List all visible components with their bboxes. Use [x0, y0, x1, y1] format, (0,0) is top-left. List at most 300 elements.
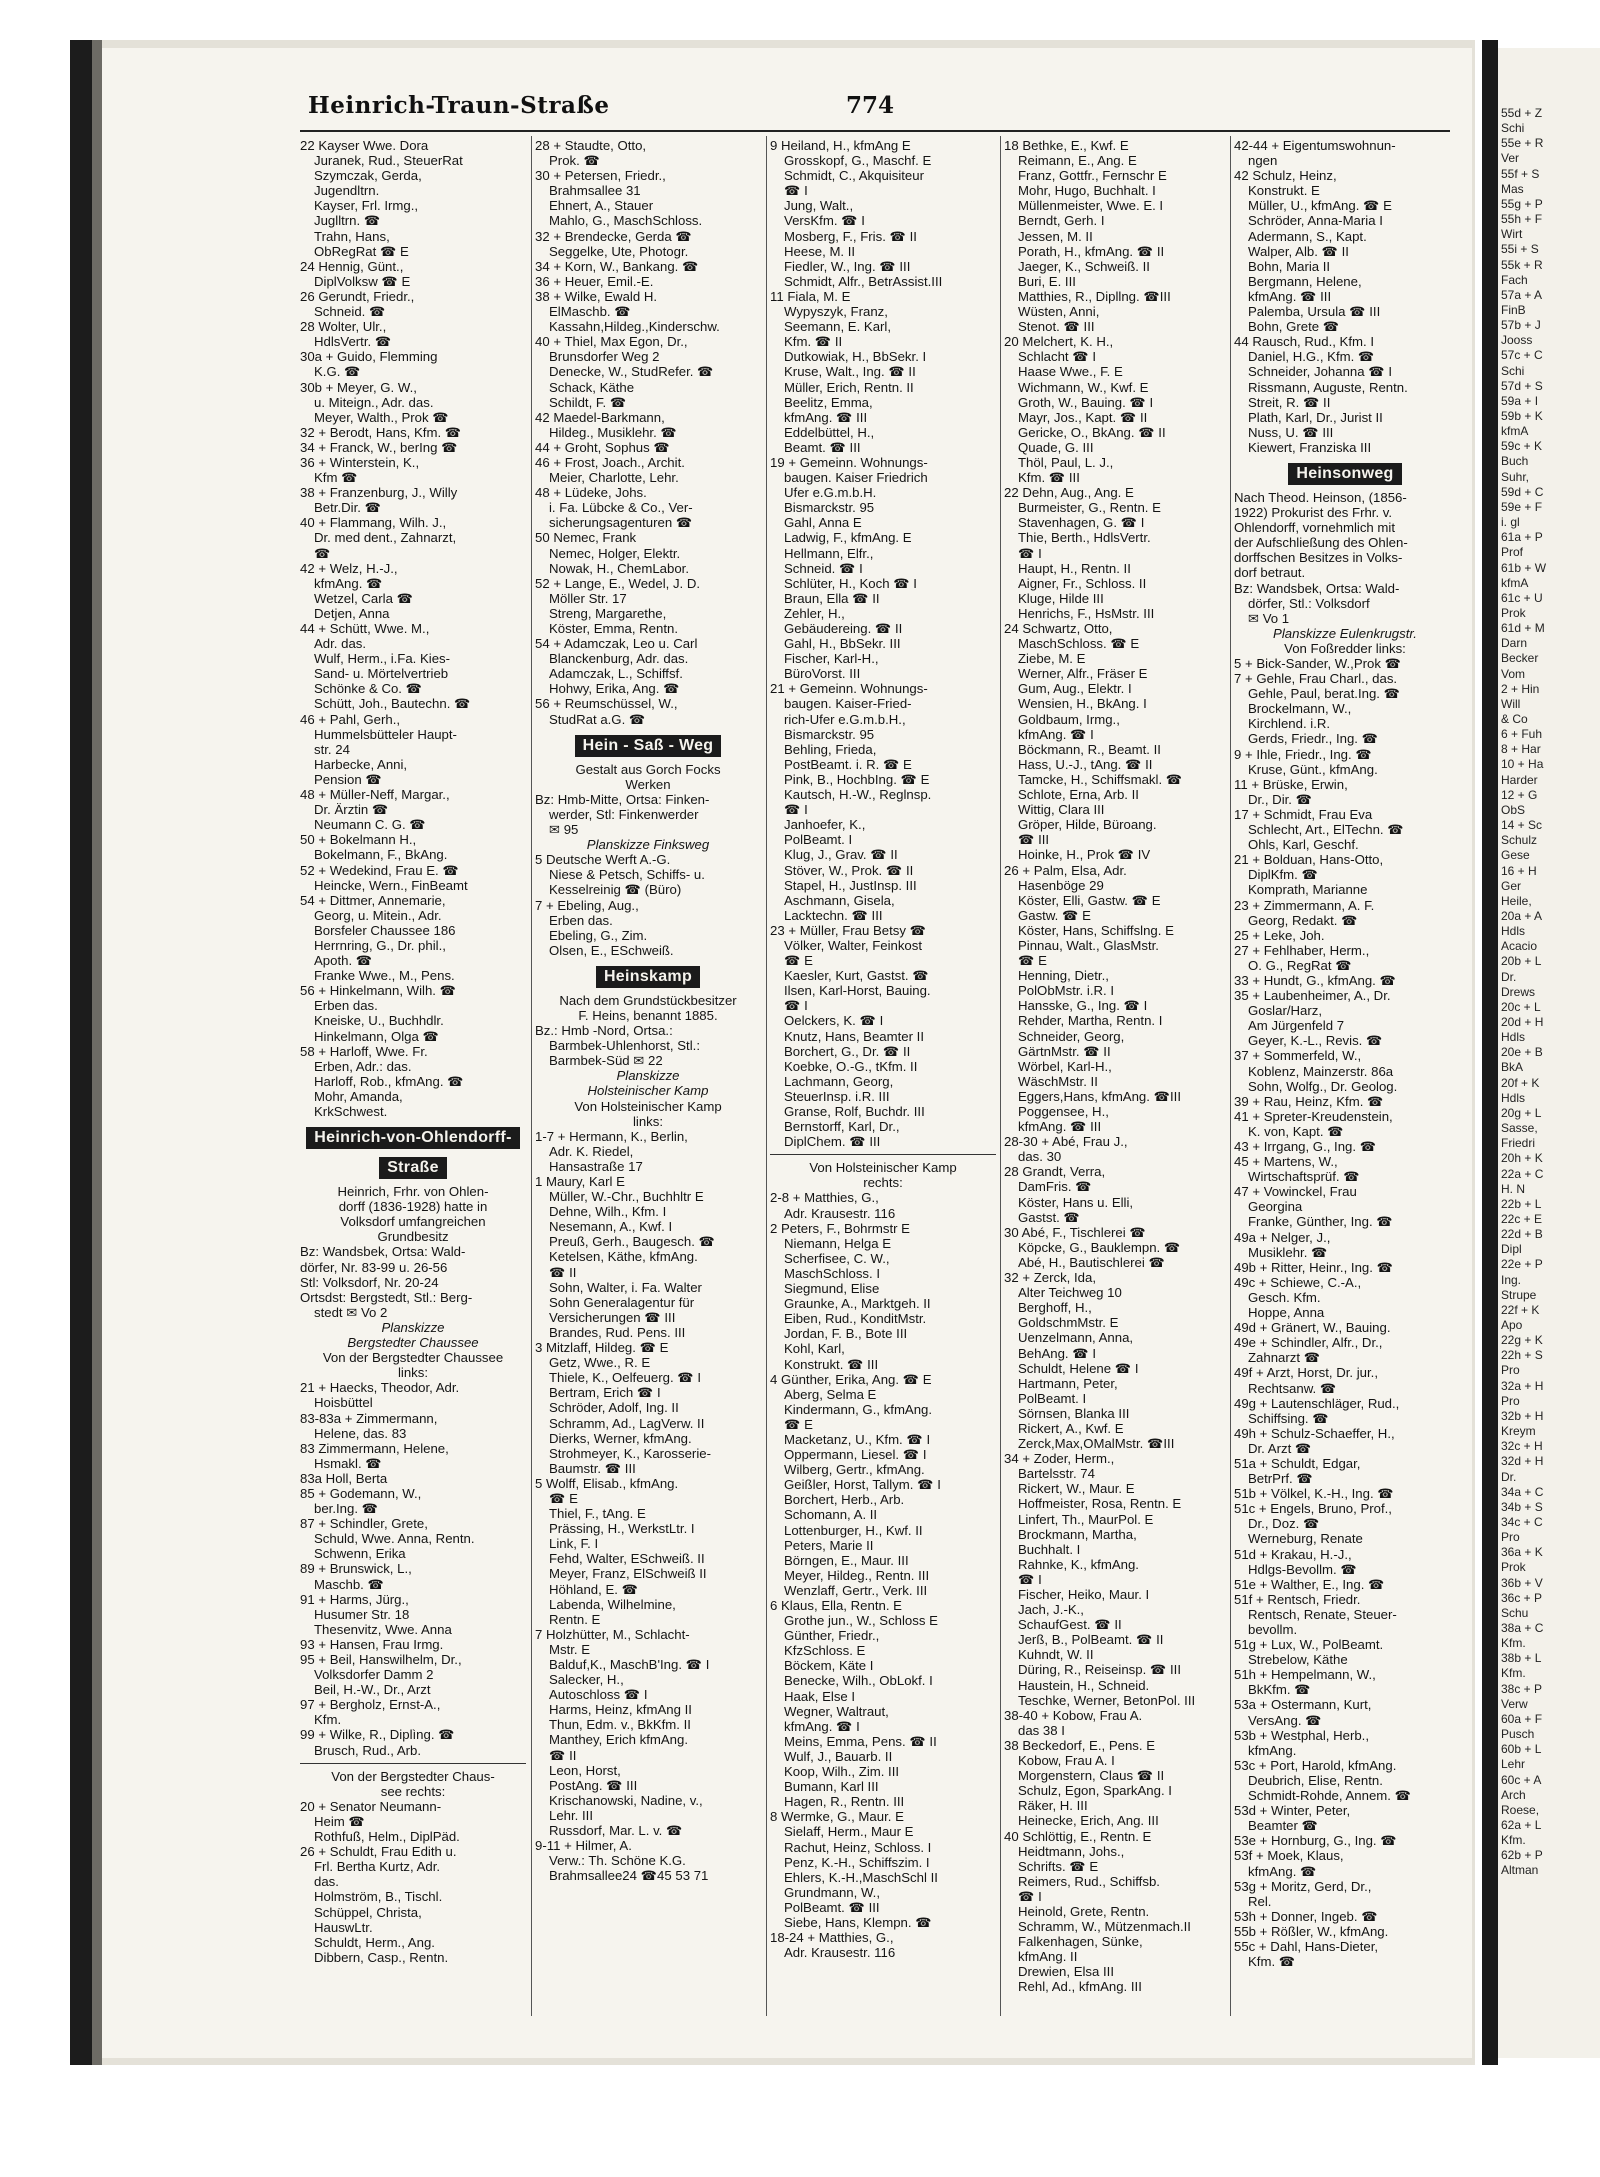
house-entry: 28 + Staudte, Otto, [535, 138, 647, 153]
house-entry: 51g + Lux, W., PolBeamt. [1234, 1637, 1384, 1653]
resident-entry: DiplChem. ☎ III [784, 1134, 881, 1150]
facing-page-fragment: 8 + Har [1501, 742, 1541, 757]
resident-entry: Beil, H.-W., Dr., Arzt [314, 1682, 431, 1698]
resident-entry: Oelckers, K. ☎ I [784, 1013, 884, 1029]
resident-entry: Schneider, Johanna ☎ I [1248, 364, 1392, 380]
resident-entry: ElMaschb. ☎ [549, 304, 631, 320]
resident-entry: Bismarckstr. 95 [784, 726, 875, 742]
resident-entry: ber.Ing. ☎ [314, 1501, 379, 1517]
facing-page-fragment: 22g + K [1501, 1333, 1543, 1348]
house-entry: 95 + Beil, Hanswilhelm, Dr., [300, 1652, 462, 1667]
house-entry: 20 Melchert, K. H., [1004, 334, 1114, 350]
house-entry: 21 + Bolduan, Hans-Otto, [1234, 852, 1384, 868]
resident-entry: Burmeister, G., Rentn. E [1018, 500, 1161, 516]
facing-page-fragment: Prof [1501, 545, 1524, 560]
resident-entry: Frl. Bertha Kurtz, Adr. [314, 1859, 441, 1875]
resident-entry: Schack, Käthe [549, 379, 635, 395]
resident-entry: Ebeling, G., Zim. [549, 927, 648, 943]
resident-entry: Bohn, Grete ☎ [1248, 319, 1340, 335]
facing-page-fragment: kfmA [1501, 575, 1529, 590]
house-entry: 34 + Korn, W., Bankang. ☎ [535, 258, 699, 274]
column-divider [531, 136, 532, 2016]
facing-page-fragment: Lehr [1501, 1757, 1526, 1772]
resident-entry: PostBeamt. i. R. ☎ E [784, 756, 912, 772]
resident-entry: kfmAng. ☎ III [784, 409, 868, 425]
resident-entry: Werner, Alfr., Fräser E [1018, 666, 1148, 682]
resident-entry: Kayser, Frl. Irmg., [314, 198, 419, 214]
facing-page-fragment: Pro [1501, 1530, 1520, 1545]
resident-entry: Franke Wwe., M., Pens. [314, 968, 455, 984]
house-entry: 1-7 + Hermann, K., Berlin, [535, 1128, 688, 1144]
house-entry: 35 + Laubenheimer, A., Dr. [1234, 988, 1391, 1004]
page-number: 774 [846, 92, 895, 119]
resident-entry: Rehl, Ad., kfmAng. III [1018, 1979, 1142, 1995]
facing-page-fragment: Harder [1501, 772, 1538, 787]
resident-entry: Gerds, Friedr., Ing. ☎ [1248, 731, 1379, 747]
house-entry: 53c + Port, Harold, kfmAng. [1234, 1757, 1397, 1773]
resident-entry: Hoisbüttel [314, 1395, 373, 1411]
resident-entry: Tamcke, H., Schiffsmakl. ☎ [1018, 771, 1183, 787]
section-note: links: [632, 1113, 664, 1129]
resident-entry: Zahnarzt ☎ [1248, 1350, 1321, 1366]
section-note: links: [397, 1365, 429, 1381]
resident-entry: Pension ☎ [314, 771, 382, 787]
resident-entry: Gum, Aug., Elektr. I [1018, 681, 1132, 697]
resident-entry: Schneid. ☎ I [784, 560, 863, 576]
house-entry: 42 Schulz, Heinz, [1234, 168, 1337, 184]
resident-entry: ☎ III [1018, 832, 1050, 848]
house-entry: 5 + Bick-Sander, W.,Prok ☎ [1234, 656, 1402, 671]
resident-entry: Denecke, W., StudRefer. ☎ [549, 364, 714, 380]
house-entry: Nach Theod. Heinson, (1856- [1234, 489, 1407, 505]
house-entry: 6 Klaus, Ella, Rentn. E [770, 1598, 902, 1613]
resident-entry: Hohwy, Erika, Ang. ☎ [549, 681, 680, 697]
resident-entry: ☎ I [1018, 1888, 1042, 1904]
resident-entry: Schönke & Co. ☎ [314, 681, 423, 697]
resident-entry: Borchert, G., Dr. ☎ II [784, 1043, 911, 1059]
facing-page-fragment: Kfm. [1501, 1833, 1526, 1848]
resident-entry: Buchhalt. I [1018, 1541, 1081, 1557]
resident-entry: Köster, Emma, Rentn. [549, 621, 678, 636]
resident-entry: K. von, Kapt. ☎ [1248, 1123, 1344, 1139]
resident-entry: dörfer, Stl.: Volksdorf [1248, 595, 1370, 611]
house-entry: 43 + Irrgang, G., Ing. ☎ [1234, 1139, 1377, 1154]
resident-entry: Schlüter, H., Koch ☎ I [784, 575, 917, 591]
facing-page-fragment: 55i + S [1501, 242, 1539, 257]
resident-entry: Niemann, Helga E [784, 1235, 892, 1251]
resident-entry: SteuerInsp. i.R. III [784, 1088, 890, 1104]
resident-entry: Alter Teichweg 10 [1018, 1285, 1122, 1301]
resident-entry: Rickert, W., Maur. E [1018, 1481, 1135, 1497]
house-entry: 53a + Ostermann, Kurt, [1234, 1697, 1372, 1713]
facing-page-fragment: Mas [1501, 181, 1524, 196]
resident-entry: Borsfeler Chaussee 186 [314, 922, 456, 938]
facing-page-fragment: 55f + S [1501, 166, 1540, 181]
house-entry: 42-44 + Eigentumswohnun- [1234, 138, 1396, 153]
resident-entry: Nowak, H., ChemLabor. [549, 560, 689, 576]
section-note: Von Holsteinischer Kamp [574, 1098, 722, 1114]
house-entry: 44 + Schütt, Wwe. M., [300, 621, 430, 636]
resident-entry: Schildt, F. ☎ [549, 394, 627, 410]
resident-entry: Kneiske, U., Buchhdlr. [314, 1013, 444, 1029]
facing-page-fragment: Altman [1501, 1863, 1539, 1878]
resident-entry: Hansastraße 17 [549, 1158, 643, 1174]
house-entry: 28 Grandt, Verra, [1004, 1164, 1106, 1180]
resident-entry: Thesenvitz, Wwe. Anna [314, 1621, 452, 1637]
house-entry: 45 + Martens, W., [1234, 1154, 1338, 1170]
resident-entry: Dr. med dent., Zahnarzt, [314, 530, 457, 546]
house-entry: 21 + Gemeinn. Wohnungs- [770, 681, 928, 697]
facing-page-fragment: 36a + K [1501, 1545, 1543, 1560]
house-entry: 20 + Senator Neumann- [300, 1798, 442, 1814]
resident-entry: bevollm. [1248, 1622, 1298, 1637]
house-entry: 53b + Westphal, Herb., [1234, 1727, 1370, 1743]
house-entry: der Aufschließung des Ohlen- [1234, 535, 1408, 551]
house-entry: 83a Holl, Berta [300, 1470, 388, 1486]
house-entry: 38 + Franzenburg, J., Willy [300, 485, 458, 501]
facing-page-fragment: 55k + R [1501, 257, 1543, 272]
resident-entry: ✉ Vo 1 [1248, 610, 1290, 626]
resident-entry: Holmström, B., Tischl. [314, 1889, 443, 1905]
resident-entry: Herrnring, G., Dr. phil., [314, 937, 446, 953]
resident-entry: Kiewert, Franziska III [1248, 439, 1372, 455]
resident-entry: Walper, Alb. ☎ II [1248, 243, 1349, 259]
resident-entry: Buri, E. III [1018, 273, 1076, 289]
house-entry: 51c + Engels, Bruno, Prof., [1234, 1501, 1392, 1517]
facing-page-fragment: 59b + K [1501, 409, 1543, 423]
resident-entry: Stavenhagen, G. ☎ I [1018, 515, 1145, 531]
resident-entry: Bertram, Erich ☎ I [549, 1385, 661, 1401]
resident-entry: Koblenz, Mainzerstr. 86a [1248, 1063, 1394, 1079]
facing-page-fragment: 20c + L [1501, 999, 1541, 1014]
facing-page-fragment: Drews [1501, 984, 1536, 999]
house-entry: 1 Maury, Karl E [535, 1174, 625, 1189]
resident-entry: Falkenhagen, Sünke, [1018, 1934, 1143, 1950]
resident-entry: Ohls, Karl, Geschf. [1248, 837, 1359, 853]
resident-entry: Nesemann, A., Kwf. I [549, 1219, 673, 1235]
resident-entry: Thiel, F., tAng. E [549, 1506, 646, 1522]
resident-entry: Olsen, E., ESchweiß. [549, 942, 674, 958]
facing-page-fragment: 57d + S [1501, 378, 1543, 393]
resident-entry: Koop, Wilh., Zim. III [784, 1764, 900, 1780]
resident-entry: Getz, Wwe., R. E [549, 1355, 651, 1371]
directory-column-5 [1234, 138, 1456, 2018]
facing-page-fragment: & Co [1501, 712, 1528, 726]
resident-entry: Heim ☎ [314, 1813, 365, 1829]
resident-entry: Thiele, K., Oelfeuerg. ☎ I [549, 1370, 702, 1386]
house-entry: Bz: Wandsbek, Ortsa: Wald- [300, 1244, 466, 1260]
resident-entry: Ziebe, M. E [1018, 651, 1086, 667]
facing-page-fragment: 55h + F [1501, 212, 1543, 227]
section-note: Werken [625, 776, 671, 792]
resident-entry: Heinecke, Erich, Ang. III [1018, 1813, 1159, 1829]
house-entry: 18 Bethke, E., Kwf. E [1004, 138, 1129, 153]
resident-entry: Wypyszyk, Franz, [784, 304, 888, 320]
resident-entry: Wensien, H., BkAng. I [1018, 696, 1147, 712]
resident-entry: Kluge, Hilde III [1018, 590, 1104, 606]
resident-entry: Drewien, Elsa III [1018, 1964, 1115, 1980]
facing-page-fragment: Schu [1501, 1605, 1529, 1620]
resident-entry: Mahlo, G., MaschSchloss. [549, 213, 703, 229]
resident-entry: Trahn, Hans, [314, 228, 390, 244]
house-entry: 46 + Frost, Joach., Archit. [535, 454, 685, 470]
house-entry: 49a + Nelger, J., [1234, 1229, 1331, 1245]
facing-page-fragment: Roese, [1501, 1802, 1540, 1817]
house-entry: 34 + Franck, W., berIng ☎ [300, 439, 458, 455]
resident-entry: Hoppe, Anna [1248, 1305, 1325, 1321]
house-entry: 22 Dehn, Aug., Ang. E [1004, 485, 1134, 501]
resident-entry: Brahmsallee24 ☎45 53 71 [549, 1868, 709, 1884]
resident-entry: Versicherungen ☎ III [549, 1309, 676, 1325]
resident-entry: Höhland, E. ☎ [549, 1581, 639, 1597]
house-entry: 53f + Moek, Klaus, [1234, 1848, 1344, 1864]
facing-page-fragment: Kreym [1501, 1424, 1536, 1439]
facing-page-fragment: 38c + P [1501, 1681, 1543, 1696]
house-entry: 30a + Guido, Flemming [300, 349, 438, 365]
street-heading [300, 1127, 526, 1149]
house-entry: 50 Nemec, Frank [535, 530, 637, 546]
resident-entry: Janhoefer, K., [784, 817, 866, 833]
resident-entry: Ladwig, F., kfmAng. E [784, 530, 912, 546]
resident-entry: Heinold, Grete, Rentn. [1018, 1903, 1150, 1919]
resident-entry: Dr. Arzt ☎ [1248, 1440, 1312, 1456]
facing-page-fragment: 61d + M [1501, 621, 1545, 636]
resident-entry: Klug, J., Grav. ☎ II [784, 847, 898, 863]
facing-page-fragment: 10 + Ha [1501, 757, 1544, 772]
house-entry: 24 Hennig, Günt., [300, 258, 404, 274]
resident-entry: Pink, B., HochbIng. ☎ E [784, 771, 930, 787]
resident-entry: Lottenburger, H., Kwf. II [784, 1522, 923, 1538]
resident-entry: Barmbek-Uhlenhorst, Stl.: [549, 1038, 700, 1054]
resident-entry: Adermann, S., Kapt. [1248, 228, 1367, 244]
resident-entry: Wenzlaff, Gertr., Verk. III [784, 1582, 928, 1598]
house-entry: 48 + Müller-Neff, Margar., [300, 787, 450, 803]
resident-entry: Bokelmann, F., BkAng. [314, 847, 448, 863]
resident-entry: Köster, Hans u. Elli, [1018, 1194, 1134, 1210]
resident-entry: Schomann, A. II [784, 1507, 878, 1523]
resident-entry: Kfm ☎ [314, 470, 358, 486]
facing-page-fragment: Hdls [1501, 1090, 1526, 1105]
house-entry: 49h + Schulz-Schaeffer, H., [1234, 1425, 1395, 1441]
directory-column-2 [535, 138, 761, 2018]
resident-entry: Müller, W.-Chr., Buchhltr E [549, 1189, 704, 1205]
resident-entry: Berghoff, H., [1018, 1300, 1092, 1316]
resident-entry: Penz, K.-H., Schiffszim. I [784, 1854, 930, 1870]
resident-entry: Schwenn, Erika [314, 1546, 406, 1562]
resident-entry: Kfm. [314, 1712, 342, 1728]
house-entry: 49g + Lautenschläger, Rud., [1234, 1395, 1400, 1411]
facing-page-fragment: BkA [1501, 1060, 1524, 1075]
resident-entry: rich-Ufer e.G.m.b.H., [784, 711, 906, 727]
resident-entry: Gericke, O., BkAng. ☎ II [1018, 424, 1166, 440]
facing-page-fragment: 32a + H [1501, 1378, 1544, 1393]
resident-entry: Goldbaum, Irmg., [1018, 711, 1120, 727]
house-entry: 49f + Arzt, Horst, Dr. jur., [1234, 1365, 1379, 1381]
resident-entry: PostAng. ☎ III [549, 1777, 638, 1793]
planskizze-note: Holsteinischer Kamp [587, 1083, 709, 1099]
facing-page-fragment: Darn [1501, 636, 1528, 651]
resident-entry: Fehd, Walter, ESchweiß. II [549, 1551, 705, 1567]
resident-entry: Morgenstern, Claus ☎ II [1018, 1768, 1165, 1784]
resident-entry: Kohl, Karl, [784, 1341, 845, 1357]
resident-entry: Sohn, Walter, i. Fa. Walter [549, 1279, 702, 1295]
resident-entry: Hoinke, H., Prok ☎ IV [1018, 847, 1151, 863]
resident-entry: Kfm. ☎ II [784, 334, 843, 350]
house-entry: 93 + Hansen, Frau Irmg. [300, 1636, 444, 1652]
resident-entry: Wulf, J., Bauarb. II [784, 1748, 893, 1764]
section-rule [770, 1154, 996, 1155]
resident-entry: O. G., RegRat ☎ [1248, 957, 1352, 973]
resident-entry: Henning, Dietr., [1018, 968, 1109, 984]
facing-page-fragment: 60a + F [1501, 1711, 1543, 1726]
resident-entry: Aigner, Fr., Schloss. II [1018, 575, 1147, 591]
resident-entry: Husumer Str. 18 [314, 1606, 410, 1622]
house-entry: 51e + Walther, E., Ing. ☎ [1234, 1576, 1385, 1592]
resident-entry: Schröder, Anna-Maria I [1248, 213, 1383, 229]
facing-page-fragment: Hdls [1501, 1030, 1526, 1045]
resident-entry: Dutkowiak, H., BbSekr. I [784, 349, 927, 365]
planskizze-note: Planskizze [381, 1319, 445, 1335]
resident-entry: Manthey, Erich kfmAng. [549, 1732, 689, 1748]
resident-entry: Heidtmann, Johs., [1018, 1843, 1125, 1859]
resident-entry: Bergmann, Helene, [1248, 273, 1362, 289]
resident-entry: Siegmund, Elise [784, 1281, 880, 1297]
resident-entry: MaschSchloss. I [784, 1265, 881, 1281]
resident-entry: ☎ I [784, 998, 808, 1014]
resident-entry: Nuss, U. ☎ III [1248, 424, 1334, 440]
facing-page-fragment: 20g + L [1501, 1105, 1542, 1120]
resident-entry: Hdlgs-Bevollm. ☎ [1248, 1561, 1357, 1577]
resident-entry: Georg, u. Mitein., Adr. [314, 907, 442, 923]
house-entry: 32 + Brendecke, Gerda ☎ [535, 228, 692, 244]
house-entry: 7 + Gehle, Frau Charl., das. [1234, 671, 1398, 687]
resident-entry: HauswLtr. [314, 1919, 373, 1935]
resident-entry: Volksdorfer Damm 2 [314, 1667, 434, 1683]
resident-entry: Haase Wwe., F. E [1018, 364, 1123, 380]
facing-page-fragment: 36c + P [1501, 1590, 1543, 1605]
house-entry: Bz.: Hmb -Nord, Ortsa.: [535, 1023, 673, 1039]
facing-page-fragment: 62a + L [1501, 1817, 1542, 1832]
resident-entry: Jugendltrn. [314, 183, 380, 199]
directory-column-4 [1004, 138, 1226, 2018]
facing-page-fragment: Arch [1501, 1787, 1526, 1802]
house-entry: 23 + Zimmermann, A. F. [1234, 897, 1375, 913]
resident-entry: Schmidt-Rohde, Annem. ☎ [1248, 1788, 1412, 1804]
facing-page-fragment: 20f + K [1501, 1075, 1540, 1090]
house-entry: 36 + Winterstein, K., [300, 454, 420, 470]
resident-entry: Poggensee, H., [1018, 1104, 1109, 1119]
resident-entry: Betr.Dir. ☎ [314, 500, 381, 516]
resident-entry: Juranek, Rud., SteuerRat [314, 153, 463, 169]
resident-entry: Brunsdorfer Weg 2 [549, 349, 660, 365]
resident-entry: Hummelsbütteler Haupt- [314, 726, 457, 742]
facing-page-fragment: kfmA [1501, 424, 1529, 439]
resident-entry: Kobow, Frau A. I [1018, 1753, 1115, 1769]
resident-entry: Wulf, Herm., i.Fa. Kies- [314, 651, 451, 667]
resident-entry: Schneid. ☎ [314, 304, 386, 320]
street-heading-label: Heinrich-von-Ohlendorff- [306, 1127, 519, 1149]
resident-entry: Matthies, R., Dipllng. ☎III [1018, 288, 1171, 304]
resident-entry: ☎ [314, 545, 331, 561]
resident-entry: Haak, Else I [784, 1688, 856, 1704]
street-heading-label: Heinsonweg [1288, 463, 1401, 485]
column-divider [1000, 136, 1001, 2016]
resident-entry: Köpcke, G., Bauklempn. ☎ [1018, 1239, 1181, 1255]
facing-page-fragment: Dr. [1501, 1469, 1517, 1484]
resident-entry: Ilsen, Karl-Horst, Bauing. [784, 983, 931, 999]
facing-page-fragment: Prok [1501, 1560, 1526, 1575]
resident-entry: Rachut, Heinz, Schloss. I [784, 1839, 932, 1855]
section-note: F. Heins, benannt 1885. [578, 1007, 718, 1023]
resident-entry: Wörbel, Karl-H., [1018, 1058, 1112, 1074]
resident-entry: Georgina [1248, 1199, 1303, 1215]
house-entry: dorf betraut. [1234, 565, 1306, 581]
facing-page-fragment: Hdls [1501, 924, 1526, 939]
planskizze-note: Planskizze Eulenkrugstr. [1273, 625, 1417, 641]
resident-entry: DiplKfm. ☎ [1248, 867, 1318, 883]
resident-entry: Hasenböge 29 [1018, 877, 1104, 893]
house-entry: Bz: Hmb-Mitte, Ortsa: Finken- [535, 791, 710, 807]
facing-page-fragment: 55g + P [1501, 196, 1543, 211]
resident-entry: Detjen, Anna [314, 605, 390, 621]
resident-entry: Eddelbüttel, H., [784, 424, 875, 440]
resident-entry: Meyer, Hildeg., Rentn. III [784, 1567, 930, 1583]
resident-entry: Prok. ☎ [549, 153, 600, 169]
facing-page-fragment: 22d + B [1501, 1227, 1543, 1242]
resident-entry: Musiklehr. ☎ [1248, 1244, 1328, 1260]
resident-entry: Braun, Ella ☎ II [784, 590, 880, 606]
resident-entry: Adr. das. [314, 636, 367, 652]
resident-entry: Rel. [1248, 1893, 1272, 1909]
resident-entry: Kfm. ☎ III [1018, 470, 1080, 486]
resident-entry: Kfm. ☎ [1248, 1954, 1296, 1970]
house-entry: 38 + Wilke, Ewald H. [535, 288, 658, 304]
facing-page-fragment: Sasse, [1501, 1121, 1538, 1136]
resident-entry: Thie, Berth., HdlsVertr. [1018, 530, 1151, 546]
resident-entry: Seggelke, Ute, Photogr. [549, 243, 689, 259]
house-entry: 89 + Brunswick, L., [300, 1561, 412, 1577]
resident-entry: Macketanz, U., Kfm. ☎ I [784, 1431, 931, 1447]
house-entry: 9 + Ihle, Friedr., Ing. ☎ [1234, 746, 1372, 762]
house-entry: 39 + Rau, Heinz, Kfm. ☎ [1234, 1093, 1384, 1109]
facing-page-fragment: Schi [1501, 363, 1525, 378]
resident-entry: ☎ I [784, 802, 808, 818]
resident-entry: BüroVorst. III [784, 666, 861, 682]
resident-entry: kfmAng. ☎ I [784, 1718, 860, 1734]
resident-entry: Schlote, Erna, Arb. II [1018, 787, 1139, 803]
section-note: Nach dem Grundstückbesitzer [559, 992, 737, 1008]
section-note: Von der Bergstedter Chaus- [331, 1768, 495, 1784]
house-entry: 51a + Schuldt, Edgar, [1234, 1455, 1361, 1471]
resident-entry: Schlacht ☎ I [1018, 349, 1096, 365]
resident-entry: PolObMstr. i.R. I [1018, 983, 1114, 999]
resident-entry: kfmAng. ☎ [1248, 1863, 1317, 1879]
house-entry: 51h + Hempelmann, W., [1234, 1667, 1376, 1683]
resident-entry: Linfert, Th., MaurPol. E [1018, 1511, 1154, 1527]
street-heading [1234, 463, 1456, 485]
house-entry: 46 + Pahl, Gerh., [300, 711, 401, 727]
resident-entry: Jach, J.-K., [1018, 1602, 1084, 1618]
resident-entry: werder, Stl: Finkenwerder [549, 806, 699, 822]
facing-page-fragment: 34c + C [1501, 1514, 1543, 1529]
resident-entry: Beelitz, Emma, [784, 394, 873, 410]
resident-entry: Kuhndt, W. II [1018, 1647, 1094, 1663]
resident-entry: Gahl, Anna E [784, 515, 862, 531]
resident-entry: Ehlers, K.-H.,MaschSchl II [784, 1869, 938, 1885]
resident-entry: Schlecht, Art., ElTechn. ☎ [1248, 822, 1404, 838]
resident-entry: Peters, Marie II [784, 1537, 874, 1553]
facing-page-fragment: Schulz [1501, 833, 1538, 848]
